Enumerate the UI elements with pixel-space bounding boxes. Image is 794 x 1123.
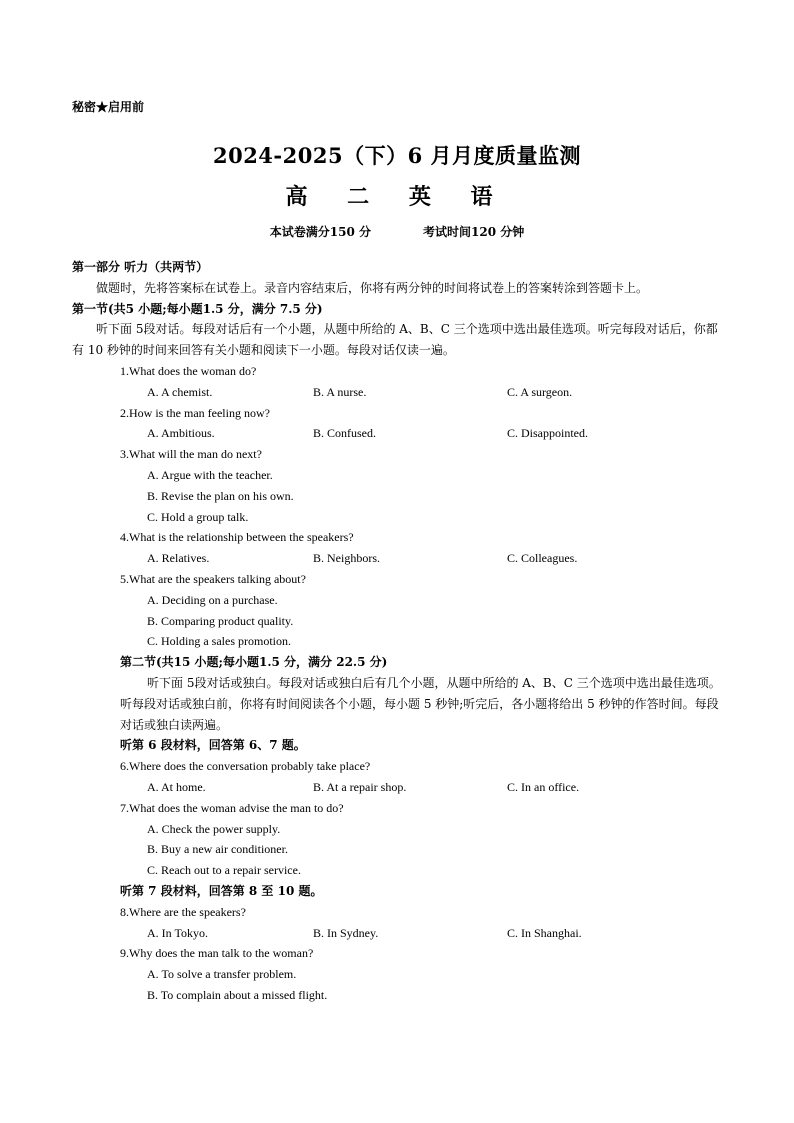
option-b: B. Buy a new air conditioner. xyxy=(147,842,288,857)
question-6-options xyxy=(72,777,724,798)
option-b: B. To complain about a missed flight. xyxy=(147,987,328,1002)
material-6-instruction: 听第 6 段材料，回答第 6、7 题。 xyxy=(120,738,306,753)
section2-block xyxy=(72,652,724,756)
part1-title: 第一部分 听力（共两节） xyxy=(72,260,209,274)
question-1-options xyxy=(72,382,724,403)
section1-intro: 听下面 5段对话。每段对话后有一个小题，从题中所给的 A、B、C 三个选项中选出最佳选项。听完每段对话后，你都有 10 秒钟的时间来回答有关小题和阅读下一小题。每段对话仅读一遍。 xyxy=(72,322,718,358)
question-8-options xyxy=(72,923,724,944)
option-a: A. Deciding on a purchase. xyxy=(147,592,278,607)
exam-content xyxy=(72,257,724,1006)
question-4: 4.What is the relationship between the speakers? xyxy=(120,530,354,545)
question-8: 8.Where are the speakers? xyxy=(120,904,246,919)
question-3: 3.What will the man do next? xyxy=(120,447,262,462)
option-c: C. In an office. xyxy=(507,779,580,794)
option-a: A. Check the power supply. xyxy=(147,821,281,836)
option-a: A. Relatives. xyxy=(147,551,210,566)
option-a: A. Argue with the teacher. xyxy=(147,467,273,482)
section2-intro: 听下面 5段对话或独白。每段对话或独白后有几个小题，从题中所给的 A、B、C 三个选项中选出最佳选项。听每段对话或独白前，你将有时间阅读各个小题，每小题 5 秒钟;听完后，各小题将给出 5 秒钟的作答时间。每段对话或独白读两遍。 xyxy=(120,675,721,732)
option-b: B. Confused. xyxy=(313,426,376,441)
option-c: C. Holding a sales promotion. xyxy=(147,634,291,649)
question-2-options xyxy=(72,423,724,444)
option-b: B. In Sydney. xyxy=(313,925,379,940)
section2-title: 第二节(共15 小题;每小题1.5 分，满分 22.5 分) xyxy=(120,655,388,670)
question-6: 6.Where does the conversation probably take place? xyxy=(120,759,371,774)
option-b: B. A nurse. xyxy=(313,384,367,399)
question-9: 9.Why does the man talk to the woman? xyxy=(120,946,314,961)
option-a: A. In Tokyo. xyxy=(147,925,208,940)
option-c: C. Colleagues. xyxy=(507,551,578,566)
material-7-instruction: 听第 7 段材料，回答第 8 至 10 题。 xyxy=(120,883,323,898)
exam-title: 2024-2025（下）6 月月度质量监测 xyxy=(212,143,582,168)
question-7: 7.What does the woman advise the man to do? xyxy=(120,800,344,815)
option-c: C. Hold a group talk. xyxy=(147,509,249,524)
subject-title: 高 二 英 语 xyxy=(285,184,509,210)
score-info: 本试卷满分150 分 xyxy=(269,225,371,239)
option-a: A. At home. xyxy=(147,779,206,794)
secret-label: 秘密★启用前 xyxy=(72,100,145,114)
question-5: 5.What are the speakers talking about? xyxy=(120,571,306,586)
time-info: 考试时间120 分钟 xyxy=(423,225,525,239)
option-b: B. Revise the plan on his own. xyxy=(147,488,294,503)
option-b: B. Comparing product quality. xyxy=(147,613,294,628)
option-b: B. Neighbors. xyxy=(313,551,380,566)
option-a: A. To solve a transfer problem. xyxy=(147,967,297,982)
option-a: A. Ambitious. xyxy=(147,426,215,441)
option-c: C. Reach out to a repair service. xyxy=(147,863,301,878)
material-7-block xyxy=(72,881,724,902)
section1-title: 第一节(共5 小题;每小题1.5 分，满分 7.5 分) xyxy=(72,301,323,316)
question-2: 2.How is the man feeling now? xyxy=(120,405,270,420)
option-c: C. In Shanghai. xyxy=(507,925,582,940)
part1-intro: 做题时，先将答案标在试卷上。录音内容结束后，你将有两分钟的时间将试卷上的答案转涂到答题卡上。 xyxy=(96,280,649,295)
option-b: B. At a repair shop. xyxy=(313,779,407,794)
option-c: C. A surgeon. xyxy=(507,384,573,399)
option-a: A. A chemist. xyxy=(147,384,213,399)
exam-info xyxy=(0,223,794,240)
option-c: C. Disappointed. xyxy=(507,426,588,441)
question-4-options xyxy=(72,548,724,569)
question-1: 1.What does the woman do? xyxy=(120,363,257,378)
